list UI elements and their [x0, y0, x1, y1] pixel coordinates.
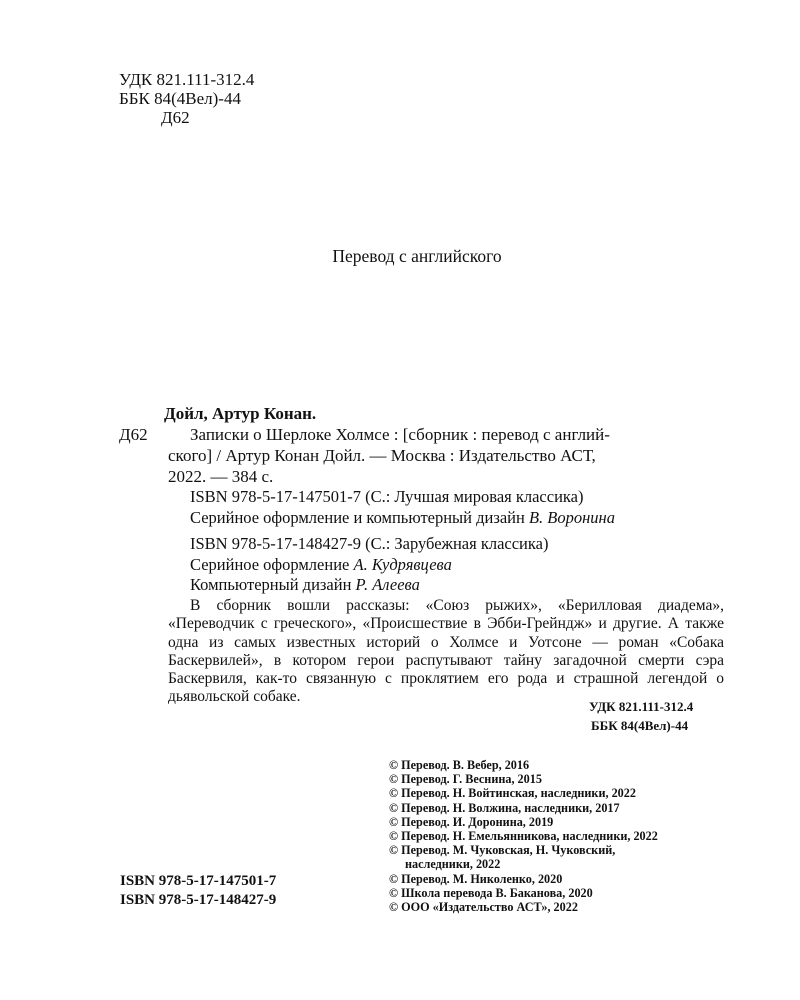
translation-note: Перевод с английского: [332, 246, 502, 266]
isbn-line: ISBN 978-5-17-147501-7 (С.: Лучшая мировая классика): [190, 487, 584, 506]
isbn-line: ISBN 978-5-17-148427-9 (С.: Зарубежная классика): [190, 534, 549, 553]
bbk-code: ББК 84(4Вел)-44: [119, 89, 241, 108]
designer-name: В. Воронина: [528, 507, 615, 527]
record-call-number: Д62: [119, 425, 148, 444]
bib-line: Записки о Шерлоке Холмсе : [сборник : перевод с англий-: [190, 425, 610, 444]
classification-codes-bottom: [589, 697, 693, 735]
classification-codes-top: [119, 70, 254, 127]
bib-line: ского] / Артур Конан Дойл. — Москва : Издательство АСТ,: [168, 446, 596, 465]
copyright-line: © ООО «Издательство АСТ», 2022: [389, 900, 578, 915]
design-credit: Серийное оформление и компьютерный дизайн В. Воронина: [190, 507, 615, 527]
isbn-number: ISBN 978-5-17-147501-7: [120, 873, 277, 889]
isbn-number: ISBN 978-5-17-148427-9: [120, 892, 277, 908]
copyright-line: © Перевод. М. Чуковская, Н. Чуковский,: [389, 843, 616, 858]
copyright-line: © Перевод. Н. Волжина, наследники, 2017: [389, 800, 620, 815]
designer-name: Р. Алеева: [355, 575, 420, 594]
record-author: Дойл, Артур Конан.: [164, 404, 317, 423]
copyright-line: наследники, 2022: [405, 857, 501, 872]
author-mark: Д62: [161, 108, 190, 127]
series-design-credit: Серийное оформление А. Кудрявцева: [190, 554, 452, 574]
copyright-list: [389, 758, 658, 914]
annotation-text: В сборник вошли рассказы: «Союз рыжих», «Берилловая диадема», «Переводчик с греческого», «Происшествие в Эбби-Грейндж» и другие. А также одна из самых известных историй о Холмсе и Уотсоне — роман «Собака Баскервилей», в котором герои распутывают тайну загадочной смерти сэра Баскервиля, как-то связанную с проклятием его рода и страшной легендой о дьявольской собаке.: [168, 597, 724, 706]
isbn-list: [120, 872, 276, 910]
copyright-line: © Перевод. Г. Веснина, 2015: [389, 772, 542, 787]
udk-code: УДК 821.111-312.4: [589, 699, 694, 714]
copyright-line: © Перевод. Н. Емельянникова, наследники, 2022: [389, 829, 658, 844]
copyright-line: © Школа перевода В. Баканова, 2020: [389, 885, 593, 900]
copyright-line: © Перевод. И. Доронина, 2019: [389, 814, 554, 829]
copyright-line: © Перевод. М. Николенко, 2020: [389, 871, 563, 886]
isbn-series-block-2: [190, 534, 548, 596]
isbn-series-block-1: [190, 487, 615, 528]
copyright-line: © Перевод. Н. Войтинская, наследники, 2022: [389, 786, 636, 801]
annotation: [168, 597, 724, 707]
bbk-code: ББК 84(4Вел)-44: [591, 718, 689, 733]
bibliographic-description: [168, 424, 722, 487]
copyright-line: © Перевод. В. Вебер, 2016: [389, 758, 530, 772]
computer-design-credit: Компьютерный дизайн Р. Алеева: [190, 575, 420, 594]
designer-name: А. Кудрявцева: [353, 554, 452, 574]
bib-line: 2022. — 384 с.: [168, 467, 274, 486]
udk-code: УДК 821.111-312.4: [119, 70, 255, 89]
